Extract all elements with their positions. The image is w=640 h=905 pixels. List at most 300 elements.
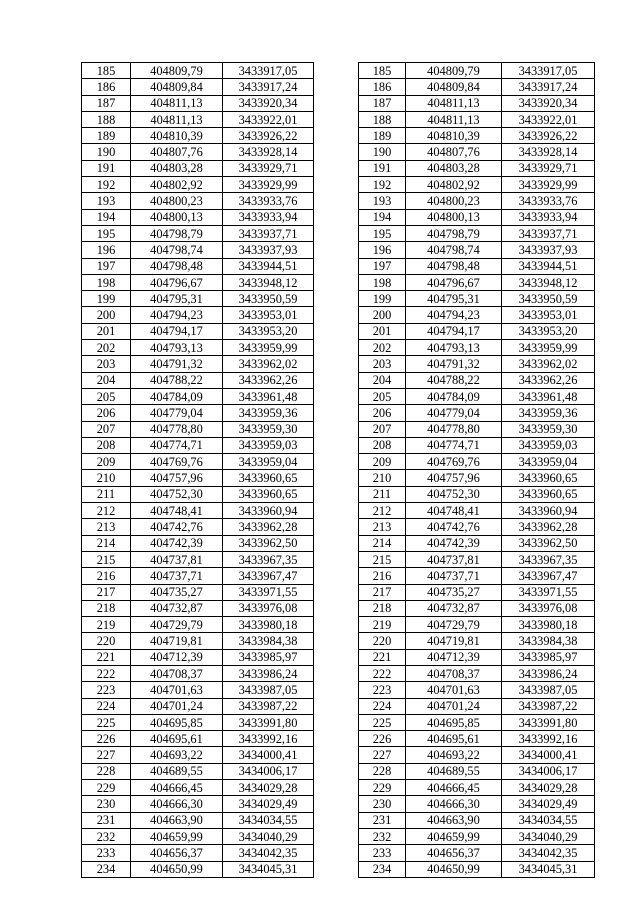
left-y-coordinate-cell: 3433944,51 — [223, 258, 314, 274]
right-point-number-cell: 205 — [359, 388, 406, 404]
right-x-coordinate-cell: 404689,55 — [406, 763, 502, 779]
left-y-coordinate-cell: 3433962,26 — [223, 372, 314, 388]
right-point-number-cell: 202 — [359, 340, 406, 356]
right-point-number-cell: 195 — [359, 225, 406, 241]
table-row — [82, 519, 595, 535]
right-y-coordinate-cell: 3433926,22 — [502, 128, 595, 144]
left-point-number-cell: 216 — [82, 568, 131, 584]
left-y-coordinate-cell: 3433929,99 — [223, 177, 314, 193]
table-row — [82, 225, 595, 241]
left-y-coordinate-cell: 3433960,65 — [223, 486, 314, 502]
table-row — [82, 731, 595, 747]
table-row — [82, 160, 595, 176]
right-point-number-cell: 198 — [359, 274, 406, 290]
right-x-coordinate-cell: 404811,13 — [406, 95, 502, 111]
right-y-coordinate-cell: 3433962,26 — [502, 372, 595, 388]
table-row — [82, 323, 595, 339]
left-point-number-cell: 218 — [82, 600, 131, 616]
column-gap — [314, 551, 359, 567]
column-gap — [314, 177, 359, 193]
table-row — [82, 503, 595, 519]
left-x-coordinate-cell: 404769,76 — [131, 454, 223, 470]
table-row — [82, 258, 595, 274]
right-x-coordinate-cell: 404809,84 — [406, 79, 502, 95]
left-x-coordinate-cell: 404659,99 — [131, 828, 223, 844]
left-y-coordinate-cell: 3433959,04 — [223, 454, 314, 470]
right-y-coordinate-cell: 3433950,59 — [502, 291, 595, 307]
left-y-coordinate-cell: 3433962,28 — [223, 519, 314, 535]
right-y-coordinate-cell: 3433929,99 — [502, 177, 595, 193]
right-point-number-cell: 211 — [359, 486, 406, 502]
column-gap — [314, 747, 359, 763]
right-y-coordinate-cell: 3433962,02 — [502, 356, 595, 372]
left-y-coordinate-cell: 3433971,55 — [223, 584, 314, 600]
column-gap — [314, 79, 359, 95]
left-x-coordinate-cell: 404798,48 — [131, 258, 223, 274]
right-point-number-cell: 219 — [359, 617, 406, 633]
column-gap — [314, 796, 359, 812]
right-x-coordinate-cell: 404712,39 — [406, 649, 502, 665]
right-point-number-cell: 212 — [359, 503, 406, 519]
column-gap — [314, 633, 359, 649]
right-point-number-cell: 190 — [359, 144, 406, 160]
table-row — [82, 649, 595, 665]
table-row — [82, 796, 595, 812]
right-point-number-cell: 200 — [359, 307, 406, 323]
right-y-coordinate-cell: 3433959,99 — [502, 340, 595, 356]
left-x-coordinate-cell: 404742,76 — [131, 519, 223, 535]
column-gap — [314, 372, 359, 388]
right-x-coordinate-cell: 404800,13 — [406, 209, 502, 225]
left-x-coordinate-cell: 404732,87 — [131, 600, 223, 616]
left-y-coordinate-cell: 3433962,02 — [223, 356, 314, 372]
left-point-number-cell: 191 — [82, 160, 131, 176]
left-y-coordinate-cell: 3433960,65 — [223, 470, 314, 486]
left-y-coordinate-cell: 3433985,97 — [223, 649, 314, 665]
table-row — [82, 372, 595, 388]
right-point-number-cell: 191 — [359, 160, 406, 176]
right-y-coordinate-cell: 3433959,04 — [502, 454, 595, 470]
left-x-coordinate-cell: 404778,80 — [131, 421, 223, 437]
right-x-coordinate-cell: 404811,13 — [406, 111, 502, 127]
left-x-coordinate-cell: 404794,17 — [131, 323, 223, 339]
left-x-coordinate-cell: 404779,04 — [131, 405, 223, 421]
right-x-coordinate-cell: 404708,37 — [406, 665, 502, 681]
left-point-number-cell: 224 — [82, 698, 131, 714]
right-point-number-cell: 220 — [359, 633, 406, 649]
column-gap — [314, 209, 359, 225]
right-y-coordinate-cell: 3433948,12 — [502, 274, 595, 290]
right-y-coordinate-cell: 3433962,28 — [502, 519, 595, 535]
left-point-number-cell: 199 — [82, 291, 131, 307]
right-y-coordinate-cell: 3433962,50 — [502, 535, 595, 551]
left-point-number-cell: 217 — [82, 584, 131, 600]
left-x-coordinate-cell: 404784,09 — [131, 388, 223, 404]
column-gap — [314, 763, 359, 779]
right-x-coordinate-cell: 404719,81 — [406, 633, 502, 649]
left-point-number-cell: 188 — [82, 111, 131, 127]
right-y-coordinate-cell: 3433980,18 — [502, 617, 595, 633]
left-point-number-cell: 231 — [82, 812, 131, 828]
right-x-coordinate-cell: 404798,48 — [406, 258, 502, 274]
right-y-coordinate-cell: 3433959,36 — [502, 405, 595, 421]
left-point-number-cell: 232 — [82, 828, 131, 844]
right-point-number-cell: 208 — [359, 437, 406, 453]
right-x-coordinate-cell: 404729,79 — [406, 617, 502, 633]
right-y-coordinate-cell: 3433959,03 — [502, 437, 595, 453]
table-row — [82, 812, 595, 828]
left-y-coordinate-cell: 3433928,14 — [223, 144, 314, 160]
table-row — [82, 845, 595, 861]
left-y-coordinate-cell: 3433953,01 — [223, 307, 314, 323]
table-row — [82, 780, 595, 796]
left-y-coordinate-cell: 3433948,12 — [223, 274, 314, 290]
column-gap — [314, 600, 359, 616]
left-point-number-cell: 204 — [82, 372, 131, 388]
right-point-number-cell: 223 — [359, 682, 406, 698]
left-point-number-cell: 205 — [82, 388, 131, 404]
table-row — [82, 274, 595, 290]
column-gap — [314, 780, 359, 796]
left-x-coordinate-cell: 404800,23 — [131, 193, 223, 209]
right-point-number-cell: 187 — [359, 95, 406, 111]
right-point-number-cell: 203 — [359, 356, 406, 372]
right-y-coordinate-cell: 3434029,49 — [502, 796, 595, 812]
column-gap — [314, 323, 359, 339]
left-point-number-cell: 198 — [82, 274, 131, 290]
table-row — [82, 307, 595, 323]
column-gap — [314, 454, 359, 470]
column-gap — [314, 388, 359, 404]
table-row — [82, 437, 595, 453]
table-row — [82, 388, 595, 404]
right-point-number-cell: 185 — [359, 63, 406, 79]
right-x-coordinate-cell: 404742,76 — [406, 519, 502, 535]
right-y-coordinate-cell: 3433959,30 — [502, 421, 595, 437]
left-point-number-cell: 185 — [82, 63, 131, 79]
table-row — [82, 535, 595, 551]
left-y-coordinate-cell: 3433953,20 — [223, 323, 314, 339]
left-point-number-cell: 229 — [82, 780, 131, 796]
left-x-coordinate-cell: 404809,84 — [131, 79, 223, 95]
right-point-number-cell: 231 — [359, 812, 406, 828]
left-y-coordinate-cell: 3434029,49 — [223, 796, 314, 812]
column-gap — [314, 144, 359, 160]
right-y-coordinate-cell: 3433967,47 — [502, 568, 595, 584]
left-x-coordinate-cell: 404708,37 — [131, 665, 223, 681]
left-y-coordinate-cell: 3434006,17 — [223, 763, 314, 779]
right-y-coordinate-cell: 3433953,20 — [502, 323, 595, 339]
right-y-coordinate-cell: 3433985,97 — [502, 649, 595, 665]
right-x-coordinate-cell: 404778,80 — [406, 421, 502, 437]
right-y-coordinate-cell: 3433987,05 — [502, 682, 595, 698]
column-gap — [314, 845, 359, 861]
right-y-coordinate-cell: 3433961,48 — [502, 388, 595, 404]
right-x-coordinate-cell: 404666,30 — [406, 796, 502, 812]
right-x-coordinate-cell: 404796,67 — [406, 274, 502, 290]
table-row — [82, 193, 595, 209]
table-row — [82, 584, 595, 600]
left-point-number-cell: 215 — [82, 551, 131, 567]
table-row — [82, 486, 595, 502]
right-y-coordinate-cell: 3433920,34 — [502, 95, 595, 111]
left-point-number-cell: 219 — [82, 617, 131, 633]
left-x-coordinate-cell: 404666,45 — [131, 780, 223, 796]
right-y-coordinate-cell: 3433953,01 — [502, 307, 595, 323]
left-point-number-cell: 195 — [82, 225, 131, 241]
left-x-coordinate-cell: 404701,24 — [131, 698, 223, 714]
column-gap — [314, 340, 359, 356]
column-gap — [314, 861, 359, 877]
column-gap — [314, 682, 359, 698]
left-point-number-cell: 222 — [82, 665, 131, 681]
right-point-number-cell: 215 — [359, 551, 406, 567]
table-row — [82, 861, 595, 877]
column-gap — [314, 665, 359, 681]
left-y-coordinate-cell: 3433961,48 — [223, 388, 314, 404]
right-x-coordinate-cell: 404659,99 — [406, 828, 502, 844]
right-y-coordinate-cell: 3434045,31 — [502, 861, 595, 877]
table-row — [82, 95, 595, 111]
left-x-coordinate-cell: 404811,13 — [131, 111, 223, 127]
table-row — [82, 828, 595, 844]
left-y-coordinate-cell: 3434042,35 — [223, 845, 314, 861]
left-point-number-cell: 194 — [82, 209, 131, 225]
left-point-number-cell: 200 — [82, 307, 131, 323]
table-row — [82, 714, 595, 730]
column-gap — [314, 584, 359, 600]
right-x-coordinate-cell: 404794,17 — [406, 323, 502, 339]
right-y-coordinate-cell: 3434040,29 — [502, 828, 595, 844]
left-x-coordinate-cell: 404663,90 — [131, 812, 223, 828]
left-x-coordinate-cell: 404802,92 — [131, 177, 223, 193]
left-point-number-cell: 233 — [82, 845, 131, 861]
right-x-coordinate-cell: 404695,61 — [406, 731, 502, 747]
left-point-number-cell: 207 — [82, 421, 131, 437]
left-point-number-cell: 208 — [82, 437, 131, 453]
right-point-number-cell: 221 — [359, 649, 406, 665]
left-point-number-cell: 214 — [82, 535, 131, 551]
right-y-coordinate-cell: 3433937,71 — [502, 225, 595, 241]
column-gap — [314, 225, 359, 241]
right-x-coordinate-cell: 404656,37 — [406, 845, 502, 861]
right-x-coordinate-cell: 404752,30 — [406, 486, 502, 502]
left-y-coordinate-cell: 3433980,18 — [223, 617, 314, 633]
right-x-coordinate-cell: 404788,22 — [406, 372, 502, 388]
table-row — [82, 79, 595, 95]
coordinates-table-body — [82, 63, 595, 878]
left-point-number-cell: 190 — [82, 144, 131, 160]
right-x-coordinate-cell: 404784,09 — [406, 388, 502, 404]
coordinates-table — [81, 62, 595, 878]
left-y-coordinate-cell: 3433929,71 — [223, 160, 314, 176]
column-gap — [314, 486, 359, 502]
table-row — [82, 340, 595, 356]
left-x-coordinate-cell: 404737,71 — [131, 568, 223, 584]
column-gap — [314, 160, 359, 176]
right-point-number-cell: 207 — [359, 421, 406, 437]
column-gap — [314, 258, 359, 274]
left-x-coordinate-cell: 404656,37 — [131, 845, 223, 861]
left-y-coordinate-cell: 3433986,24 — [223, 665, 314, 681]
column-gap — [314, 111, 359, 127]
left-x-coordinate-cell: 404791,32 — [131, 356, 223, 372]
right-point-number-cell: 227 — [359, 747, 406, 763]
right-y-coordinate-cell: 3433928,14 — [502, 144, 595, 160]
left-x-coordinate-cell: 404798,74 — [131, 242, 223, 258]
right-point-number-cell: 213 — [359, 519, 406, 535]
table-row — [82, 177, 595, 193]
column-gap — [314, 291, 359, 307]
left-y-coordinate-cell: 3433920,34 — [223, 95, 314, 111]
left-y-coordinate-cell: 3433962,50 — [223, 535, 314, 551]
right-point-number-cell: 201 — [359, 323, 406, 339]
left-point-number-cell: 197 — [82, 258, 131, 274]
right-x-coordinate-cell: 404802,92 — [406, 177, 502, 193]
left-point-number-cell: 209 — [82, 454, 131, 470]
right-point-number-cell: 230 — [359, 796, 406, 812]
left-y-coordinate-cell: 3433991,80 — [223, 714, 314, 730]
right-y-coordinate-cell: 3433922,01 — [502, 111, 595, 127]
left-point-number-cell: 225 — [82, 714, 131, 730]
right-x-coordinate-cell: 404701,63 — [406, 682, 502, 698]
right-point-number-cell: 234 — [359, 861, 406, 877]
left-y-coordinate-cell: 3433933,76 — [223, 193, 314, 209]
left-x-coordinate-cell: 404811,13 — [131, 95, 223, 111]
column-gap — [314, 519, 359, 535]
left-x-coordinate-cell: 404774,71 — [131, 437, 223, 453]
right-point-number-cell: 197 — [359, 258, 406, 274]
column-gap — [314, 274, 359, 290]
right-x-coordinate-cell: 404732,87 — [406, 600, 502, 616]
left-y-coordinate-cell: 3433967,35 — [223, 551, 314, 567]
table-row — [82, 128, 595, 144]
left-point-number-cell: 186 — [82, 79, 131, 95]
left-y-coordinate-cell: 3433937,93 — [223, 242, 314, 258]
right-point-number-cell: 218 — [359, 600, 406, 616]
right-y-coordinate-cell: 3433917,05 — [502, 63, 595, 79]
right-point-number-cell: 194 — [359, 209, 406, 225]
right-y-coordinate-cell: 3433984,38 — [502, 633, 595, 649]
table-row — [82, 242, 595, 258]
column-gap — [314, 128, 359, 144]
left-x-coordinate-cell: 404693,22 — [131, 747, 223, 763]
left-x-coordinate-cell: 404748,41 — [131, 503, 223, 519]
table-row — [82, 454, 595, 470]
left-point-number-cell: 221 — [82, 649, 131, 665]
left-y-coordinate-cell: 3434034,55 — [223, 812, 314, 828]
left-point-number-cell: 227 — [82, 747, 131, 763]
left-point-number-cell: 192 — [82, 177, 131, 193]
right-point-number-cell: 210 — [359, 470, 406, 486]
right-point-number-cell: 214 — [359, 535, 406, 551]
left-x-coordinate-cell: 404807,76 — [131, 144, 223, 160]
left-point-number-cell: 230 — [82, 796, 131, 812]
column-gap — [314, 95, 359, 111]
left-y-coordinate-cell: 3433926,22 — [223, 128, 314, 144]
right-y-coordinate-cell: 3433987,22 — [502, 698, 595, 714]
table-row — [82, 617, 595, 633]
right-x-coordinate-cell: 404800,23 — [406, 193, 502, 209]
left-y-coordinate-cell: 3433960,94 — [223, 503, 314, 519]
right-y-coordinate-cell: 3434042,35 — [502, 845, 595, 861]
right-x-coordinate-cell: 404693,22 — [406, 747, 502, 763]
column-gap — [314, 470, 359, 486]
right-point-number-cell: 209 — [359, 454, 406, 470]
left-x-coordinate-cell: 404803,28 — [131, 160, 223, 176]
right-point-number-cell: 199 — [359, 291, 406, 307]
left-point-number-cell: 206 — [82, 405, 131, 421]
right-x-coordinate-cell: 404807,76 — [406, 144, 502, 160]
right-point-number-cell: 192 — [359, 177, 406, 193]
right-x-coordinate-cell: 404663,90 — [406, 812, 502, 828]
left-x-coordinate-cell: 404798,79 — [131, 225, 223, 241]
right-x-coordinate-cell: 404774,71 — [406, 437, 502, 453]
right-point-number-cell: 233 — [359, 845, 406, 861]
left-x-coordinate-cell: 404809,79 — [131, 63, 223, 79]
right-point-number-cell: 196 — [359, 242, 406, 258]
table-row — [82, 600, 595, 616]
right-y-coordinate-cell: 3433960,94 — [502, 503, 595, 519]
left-point-number-cell: 203 — [82, 356, 131, 372]
left-x-coordinate-cell: 404757,96 — [131, 470, 223, 486]
left-y-coordinate-cell: 3433984,38 — [223, 633, 314, 649]
right-point-number-cell: 204 — [359, 372, 406, 388]
column-gap — [314, 828, 359, 844]
left-y-coordinate-cell: 3434000,41 — [223, 747, 314, 763]
right-x-coordinate-cell: 404735,27 — [406, 584, 502, 600]
left-y-coordinate-cell: 3434045,31 — [223, 861, 314, 877]
left-x-coordinate-cell: 404742,39 — [131, 535, 223, 551]
right-y-coordinate-cell: 3433976,08 — [502, 600, 595, 616]
column-gap — [314, 405, 359, 421]
left-point-number-cell: 193 — [82, 193, 131, 209]
right-point-number-cell: 224 — [359, 698, 406, 714]
left-point-number-cell: 210 — [82, 470, 131, 486]
left-y-coordinate-cell: 3433987,05 — [223, 682, 314, 698]
right-point-number-cell: 222 — [359, 665, 406, 681]
left-x-coordinate-cell: 404666,30 — [131, 796, 223, 812]
right-y-coordinate-cell: 3433960,65 — [502, 486, 595, 502]
left-x-coordinate-cell: 404701,63 — [131, 682, 223, 698]
left-y-coordinate-cell: 3433917,05 — [223, 63, 314, 79]
left-y-coordinate-cell: 3434040,29 — [223, 828, 314, 844]
right-x-coordinate-cell: 404791,32 — [406, 356, 502, 372]
table-row — [82, 111, 595, 127]
right-point-number-cell: 232 — [359, 828, 406, 844]
right-point-number-cell: 193 — [359, 193, 406, 209]
left-x-coordinate-cell: 404695,61 — [131, 731, 223, 747]
left-y-coordinate-cell: 3433933,94 — [223, 209, 314, 225]
table-row — [82, 209, 595, 225]
right-x-coordinate-cell: 404650,99 — [406, 861, 502, 877]
left-x-coordinate-cell: 404796,67 — [131, 274, 223, 290]
column-gap — [314, 242, 359, 258]
column-gap — [314, 307, 359, 323]
table-row — [82, 665, 595, 681]
left-y-coordinate-cell: 3433937,71 — [223, 225, 314, 241]
left-point-number-cell: 196 — [82, 242, 131, 258]
table-row — [82, 421, 595, 437]
right-x-coordinate-cell: 404757,96 — [406, 470, 502, 486]
left-point-number-cell: 226 — [82, 731, 131, 747]
left-x-coordinate-cell: 404712,39 — [131, 649, 223, 665]
left-y-coordinate-cell: 3433917,24 — [223, 79, 314, 95]
right-point-number-cell: 186 — [359, 79, 406, 95]
right-x-coordinate-cell: 404666,45 — [406, 780, 502, 796]
right-y-coordinate-cell: 3433971,55 — [502, 584, 595, 600]
right-y-coordinate-cell: 3434000,41 — [502, 747, 595, 763]
